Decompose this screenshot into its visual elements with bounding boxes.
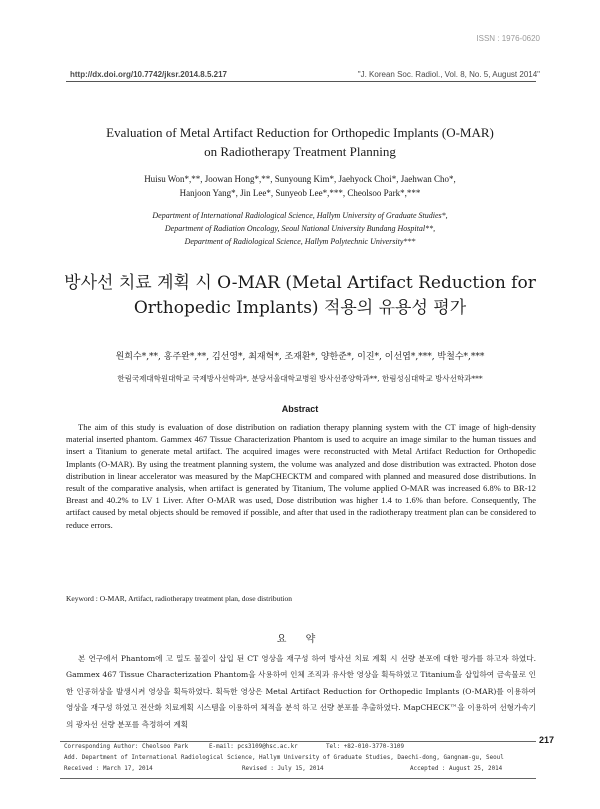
english-authors — [60, 172, 540, 200]
korean-summary-body: 본 연구에서 Phantom에 고 밀도 물질이 삽입 된 CT 영상을 재구성 하여 방사선 치료 계획 시 선량 분포에 대한 평가를 하고자 하였다. Gammex 467 Tissue Characterization Phantom을 사용하여 인체 조직과 유사한 영상을 획득하였고 Titanium을 삽입하여 금속물로 인한 인공허상을 발생시켜 영상을 획득하였다. 획득한 영상은 Metal Artifact Reduction for Orthopedic Implants (O-MAR)를 이용하여 영상을 재구성 하였고 전산화 치료계획 시스템을 이용하여 체적을 분석 하고 선량 분포를 추출하였다. MapCHECK™을 이용하여 선형가속기의 광자선 선량 분포를 측정하여 계획 — [66, 654, 536, 729]
korean-authors: 원희수*,**, 홍주완*,**, 김선영*, 최재혁*, 조재환*, 양한준*, 이진*, 이선엽*,***, 박철수*,*** — [115, 352, 485, 362]
abstract-heading: Abstract — [281, 404, 319, 414]
korean-summary-heading: 요 약 — [276, 634, 324, 645]
korean-title-line-2: Orthopedic Implants) 적용의 유용성 평가 — [133, 298, 467, 318]
accepted-date: Accepted : August 25, 2014 — [410, 766, 503, 772]
keywords: Keyword : O-MAR, Artifact, radiotherapy treatment plan, dose distribution — [66, 594, 292, 603]
issn-label: ISSN : 1976-0620 — [476, 34, 540, 43]
revised-date: Revised : July 15, 2014 — [242, 766, 324, 772]
korean-affiliations: 한림국제대학원대학교 국제방사선학과*, 분당서울대학교병원 방사선종양학과**, 한림성심대학교 방사선학과*** — [117, 374, 483, 383]
footer-box — [60, 741, 536, 779]
header-divider — [66, 81, 536, 82]
english-title-line-1: Evaluation of Metal Artifact Reduction for Orthopedic Implants (O-MAR) — [106, 125, 494, 140]
korean-title — [60, 271, 540, 321]
corresponding-email[interactable]: E-mail: pcs3109@hsc.ac.kr — [209, 744, 298, 750]
affiliation-2: Department of Radiation Oncology, Seoul National University Bundang Hospital**, — [164, 224, 436, 233]
doi-link[interactable]: http://dx.doi.org/10.7742/jksr.2014.8.5.217 — [70, 70, 227, 79]
english-authors-line-2: Hanjoon Yang*, Jin Lee*, Sunyeob Lee*,***, Cheolsoo Park*,*** — [179, 188, 421, 198]
received-date: Received : March 17, 2014 — [64, 766, 153, 772]
english-affiliations — [60, 209, 540, 248]
english-title — [60, 123, 540, 161]
affiliation-3: Department of Radiological Science, Hallym Polytechnic University*** — [184, 237, 416, 246]
english-title-line-2: on Radiotherapy Treatment Planning — [204, 144, 396, 159]
corresponding-author: Corresponding Author: Cheolsoo Park — [64, 744, 189, 750]
affiliation-1: Department of International Radiological Science, Hallym University of Graduate Studies*, — [152, 211, 448, 220]
footer-address: Add. Department of International Radiological Science, Hallym University of Graduate Studies, Daechi-dong, Gangnam-gu, Seoul — [64, 755, 504, 761]
page-number: 217 — [538, 735, 554, 745]
korean-title-line-1: 방사선 치료 계획 시 O-MAR (Metal Artifact Reduction for — [64, 273, 536, 293]
english-authors-line-1: Huisu Won*,**, Joowan Hong*,**, Sunyoung Kim*, Jaehyock Choi*, Jaehwan Cho*, — [144, 174, 456, 184]
abstract-body: The aim of this study is evaluation of dose distribution on radiation therapy planning system with the CT image of high-density material inserted phantom. Gammex 467 Tissue Characterization Phantom is used to acquire an image similar to the human tissues and insert a Titanium to generate metal artifact. The acquired images were reconstructed with Metal Artifact Reduction for Orthopedic Implants (O-MAR). By using the treatment planning system, the volume was analyzed and dose distribution was extracted. Photon dose distribution in linear accelerator was measured by the MapCHECKTM and compared with planned and measured dose distributions. In result of the comparative analysis, when artifact is generated by Titanium, The volume applied O-MAR was increased 6.8% to BR-12 Breast and 40.2% to LV 1 Liver. After O-MAR was used, Dose distribution was higher 1.4 to 1.6% than before. Consequently, The artifact caused by metal objects should be removed if possible, and after that used in the radiotherapy treatment plan can be considered to reduce errors. — [66, 422, 536, 530]
corresponding-tel: Tel: +82-010-3770-3109 — [326, 744, 405, 750]
journal-citation: "J. Korean Soc. Radiol., Vol. 8, No. 5, August 2014" — [357, 70, 540, 79]
